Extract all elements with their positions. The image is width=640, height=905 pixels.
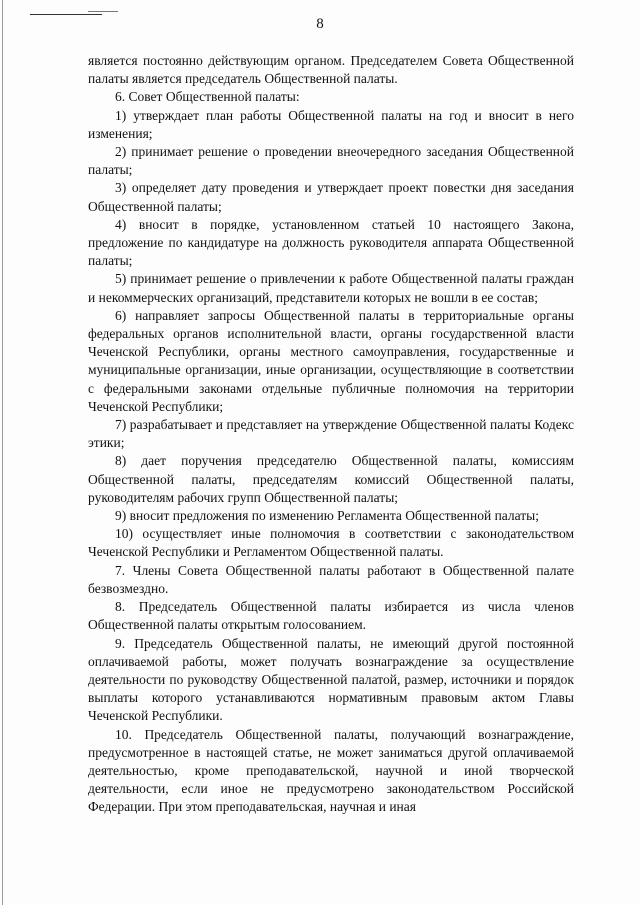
paragraph: 8. Председатель Общественной палаты избирается из числа членов Общественной палаты открытым голосованием. bbox=[88, 599, 574, 633]
paragraph: 3) определяет дату проведения и утверждает проект повестки дня заседания Общественной палаты; bbox=[88, 180, 574, 214]
paragraph: 4) вносит в порядке, установленном статьей 10 настоящего Закона, предложение по кандидатуре на должность руководителя аппарата Общественной палаты; bbox=[88, 216, 574, 269]
paragraph: 5) принимает решение о привлечении к работе Общественной палаты граждан и некоммерческих организаций, представители которых не вошли в ее состав; bbox=[88, 271, 574, 305]
paragraph: 6) направляет запросы Общественной палаты в территориальные органы федеральных органов исполнительной власти, органы государственной власти Чеченской Республики, органы местного самоуправления, государственные и муниципальные организации, иные организации, осуществляющие в соответствии с федеральными законами отдельные публичные полномочия на территории Чеченской Республики; bbox=[88, 307, 574, 414]
paragraph: 7. Члены Совета Общественной палаты работают в Общественной палате безвозмездно. bbox=[88, 562, 574, 596]
paragraph: 1) утверждает план работы Общественной палаты на год и вносит в него изменения; bbox=[88, 107, 574, 141]
paragraph: 9) вносит предложения по изменению Регламента Общественной палаты; bbox=[115, 508, 540, 524]
page-number: 8 bbox=[316, 16, 324, 32]
paragraph: 10) осуществляет иные полномочия в соответствии с законодательством Чеченской Республики и Регламентом Общественной палаты. bbox=[88, 526, 574, 560]
paragraph: является постоянно действующим органом. Председателем Совета Общественной палаты является председатель Общественной палаты. bbox=[88, 53, 574, 87]
scan-mark bbox=[88, 11, 118, 12]
paragraph: 7) разрабатывает и представляет на утверждение Общественной палаты Кодекс этики; bbox=[88, 417, 574, 451]
document-text bbox=[88, 52, 574, 817]
paragraph: 10. Председатель Общественной палаты, получающий вознаграждение, предусмотренное в настоящей статье, не может заниматься другой оплачиваемой деятельностью, кроме преподавательской, научной и иной творческой деятельности, если иное не предусмотрено законодательством Российской Федерации. При этом преподавательская, научная и иная bbox=[88, 726, 574, 815]
scan-edge-line bbox=[2, 0, 3, 905]
scan-mark bbox=[30, 14, 102, 15]
paragraph: 6. Совет Общественной палаты: bbox=[115, 89, 300, 105]
paragraph: 9. Председатель Общественной палаты, не имеющий другой постоянной оплачиваемой работы, может получать вознаграждение за осуществление деятельности по руководству Общественной палатой, размер, источники и порядок выплаты которого устанавливаются нормативным правовым актом Главы Чеченской Республики. bbox=[88, 635, 574, 724]
paragraph: 8) дает поручения председателю Общественной палаты, комиссиям Общественной палаты, председателям комиссий Общественной палаты, руководителям рабочих групп Общественной палаты; bbox=[88, 453, 574, 505]
paragraph: 2) принимает решение о проведении внеочередного заседания Общественной палаты; bbox=[88, 144, 574, 178]
